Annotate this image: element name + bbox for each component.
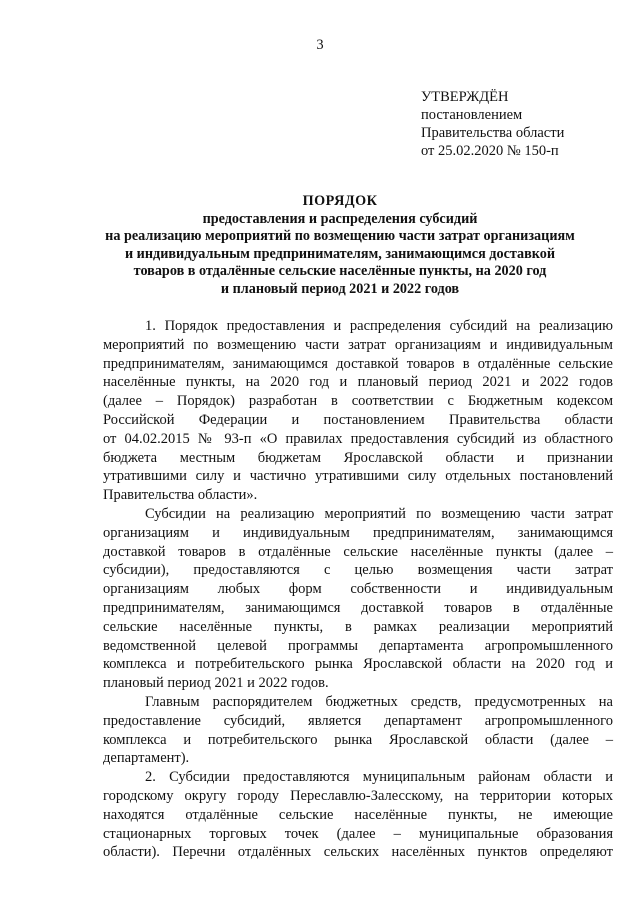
- text-line: комплекса и потребительского рынка Ярославской области на 2020 год и: [103, 656, 613, 673]
- text-line: предоставление субсидий, является департамент агропромышленного: [103, 712, 613, 729]
- text-line: стационарных торговых точек (далее – муниципальные образования: [103, 825, 613, 842]
- text-line: сельские населённые пункты, в рамках реализации мероприятий: [103, 618, 613, 635]
- paragraph-4: [103, 768, 613, 862]
- title-line: и плановый период 2021 и 2022 годов: [220, 280, 460, 297]
- title-line: предоставления и распределения субсидий: [202, 210, 478, 227]
- text-line: субсидии), предоставляются с целью возмещения части затрат: [103, 562, 613, 579]
- text-line: организациям и индивидуальным предпринимателям, занимающимся: [103, 524, 613, 541]
- text-line: населённые пункты, на 2020 год и плановый период 2021 и 2022 годов: [103, 374, 613, 391]
- text-line: 1. Порядок предоставления и распределения субсидий на реализацию: [145, 318, 613, 334]
- text-line: комплекса и потребительского рынка Ярославской области (далее –: [103, 731, 613, 748]
- text-line: Субсидии на реализацию мероприятий по возмещению части затрат: [145, 505, 613, 522]
- text-line: Правительства области».: [103, 487, 258, 504]
- text-line: плановый период 2021 и 2022 годов.: [103, 675, 329, 692]
- title-line: товаров в отдалённые сельские населённые пункты, на 2020 год: [133, 263, 547, 280]
- text-line: Главным распорядителем бюджетных средств, предусмотренных на: [145, 693, 613, 710]
- paragraph-2: [103, 505, 613, 693]
- text-line: области). Перечни отдалённых сельских населённых пунктов определяют: [103, 844, 613, 861]
- text-line: утратившими силу и частично утратившими силу отдельных постановлений: [103, 468, 613, 485]
- text-line: Российской Федерации и постановлением Правительства области: [103, 411, 613, 428]
- title-heading: ПОРЯДОК: [302, 193, 378, 209]
- title-line: на реализацию мероприятий по возмещению части затрат организациям: [105, 228, 575, 245]
- approval-line: от 25.02.2020 № 150-п: [421, 143, 559, 159]
- text-line: городскому округу городу Переславлю-Залесскому, на территории которых: [103, 787, 613, 804]
- text-line: ведомственной целевой программы департамента агропромышленного: [103, 637, 613, 654]
- title-line: и индивидуальным предпринимателям, занимающимся доставкой: [124, 245, 556, 262]
- document-title: [70, 193, 610, 299]
- approval-line: Правительства области: [421, 125, 565, 141]
- paragraph-1: [103, 317, 613, 505]
- approval-stamp: [421, 88, 631, 160]
- text-line: предпринимателям, занимающимся доставкой товаров в отдалённые: [103, 599, 613, 616]
- text-line: бюджета местным бюджетам Ярославской области и признании: [103, 449, 613, 466]
- text-line: 2. Субсидии предоставляются муниципальным районам области и: [145, 769, 613, 786]
- text-line: доставкой товаров в отдалённые сельские населённые пункты (далее –: [103, 543, 613, 560]
- approval-line: УТВЕРЖДЁН: [421, 89, 509, 105]
- text-line: находятся отдалённые сельские населённые пункты, не имеющие: [103, 806, 613, 823]
- text-line: департамент).: [103, 750, 190, 767]
- text-line: организациям любых форм собственности и индивидуальным: [103, 581, 613, 598]
- text-line: (далее – Порядок) разработан в соответствии с Бюджетным кодексом: [103, 393, 613, 410]
- text-line: предпринимателям, занимающимся доставкой товаров в отдалённые сельские: [103, 355, 613, 372]
- document-body: [103, 317, 613, 862]
- text-line: мероприятий по возмещению части затрат организациям и индивидуальным: [103, 336, 613, 353]
- paragraph-3: [103, 693, 613, 768]
- approval-line: постановлением: [421, 107, 523, 123]
- page-number: 3: [316, 37, 324, 53]
- text-line: от 04.02.2015 № 93-п «О правилах предоставления субсидий из областного: [103, 430, 613, 447]
